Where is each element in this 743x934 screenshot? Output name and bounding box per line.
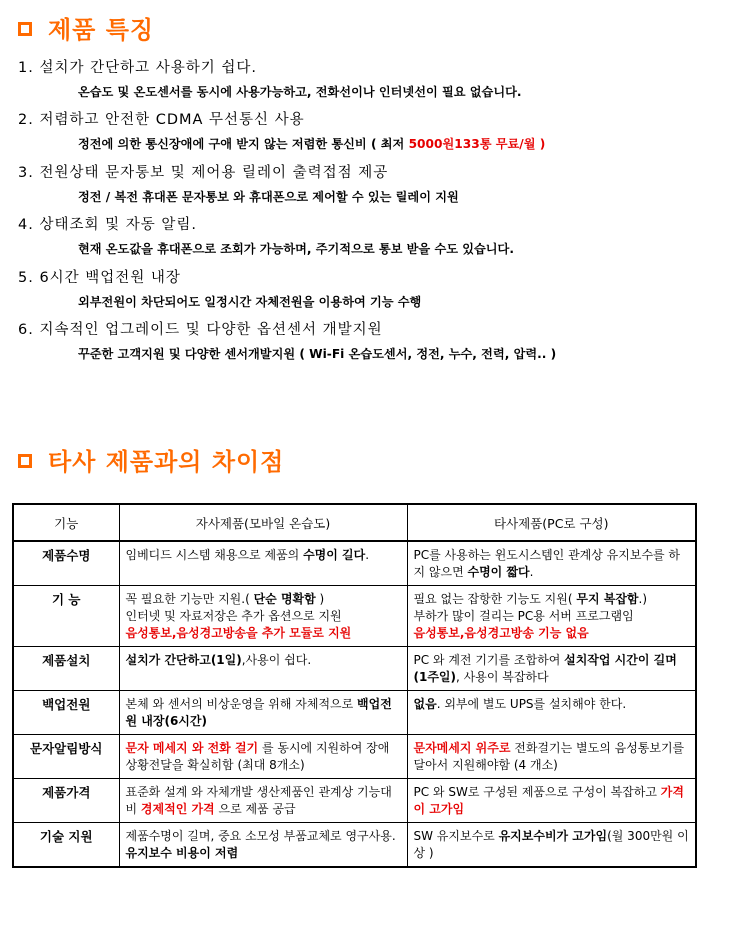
cell-text: 를 동시에 지원하여 장애 상황전달을 확실히함 (최대 8개소) [125, 741, 390, 772]
feature-desc: 정전 / 복전 휴대폰 문자통보 와 휴대폰으로 제어할 수 있는 릴레이 지원 [78, 189, 459, 204]
header-theirs: 타사제품(PC로 구성) [407, 504, 696, 541]
table-row [13, 823, 696, 868]
feature-item [18, 52, 728, 104]
section-header-features [18, 10, 154, 45]
cell-text: (월 300만원 이상 ) [413, 829, 689, 860]
feature-desc: 온습도 및 온도센서를 동시에 사용가능하고, 전화선이나 인터넷선이 필요 없습니다. [78, 85, 522, 99]
cell-ours [119, 779, 407, 823]
row-feature-name: 제품수명 [13, 541, 119, 586]
cell-emphasis: 수명이 짧다 [467, 565, 530, 579]
cell-emphasis: 없음 [413, 697, 437, 711]
cell-text: 필요 없는 잡항한 기능도 지원( [413, 592, 577, 606]
feature-desc-highlight: 5000원133통 무료/월 ) [408, 137, 546, 152]
cell-text: 꼭 필요한 기능만 지원.( [125, 592, 254, 606]
cell-emphasis: 음성통보,음성경고방송 기능 없음 [413, 626, 589, 640]
feature-title: 6. 지속적인 업그레이드 및 다양한 옵션센서 개발지원 [18, 321, 383, 338]
cell-text: ,사용이 쉽다. [241, 653, 312, 667]
row-feature-name: 백업전원 [13, 691, 119, 735]
cell-emphasis: 음성통보,음성경고방송을 추가 모듈로 지원 [125, 626, 352, 640]
feature-title: 2. 저렴하고 안전한 CDMA 무선통신 사용 [18, 112, 305, 129]
cell-theirs [407, 735, 696, 779]
feature-title: 1. 설치가 간단하고 사용하기 쉽다. [18, 60, 257, 76]
cell-ours [119, 647, 407, 691]
feature-item [18, 104, 728, 156]
cell-theirs [407, 779, 696, 823]
row-feature-name: 제품가격 [13, 779, 119, 823]
cell-theirs [407, 823, 696, 868]
cell-text: , 사용이 복잡하다 [456, 670, 549, 684]
feature-item [18, 209, 728, 261]
cell-emphasis: 설치작업 시간이 길며 (1주일) [413, 653, 677, 684]
cell-theirs [407, 586, 696, 647]
cell-emphasis: 유지보수비가 고가임 [498, 829, 608, 843]
cell-ours [119, 541, 407, 586]
section-title-comparison: 타사 제품과의 차이점 [48, 448, 285, 476]
feature-item [18, 314, 728, 366]
cell-text: 임베디드 시스템 채용으로 제품의 [125, 548, 304, 562]
cell-text: 전화걸기는 별도의 음성통보기를 달아서 지원해야함 (4 개소) [413, 741, 685, 772]
section-title-features: 제품 특징 [48, 16, 155, 44]
cell-theirs [407, 647, 696, 691]
cell-theirs [407, 541, 696, 586]
cell-emphasis: 단순 명확함 [253, 592, 316, 606]
feature-item [18, 157, 728, 209]
cell-ours [119, 691, 407, 735]
cell-text: PC 와 계전 기기를 조합하여 [413, 653, 565, 667]
cell-ours [119, 735, 407, 779]
cell-emphasis: 문자메세지 위주로 [413, 741, 511, 755]
header-ours: 자사제품(모바일 온습도) [119, 504, 407, 541]
cell-text: 표준화 설계 와 자체개발 생산제품인 관계상 기능대비 [125, 785, 392, 816]
cell-text: 인터넷 및 자료저장은 추가 옵션으로 지원 [125, 609, 342, 623]
cell-text: 부하가 많이 걸리는 PC용 서버 프로그램임 [413, 609, 634, 623]
cell-emphasis: 수명이 길다 [303, 548, 366, 562]
cell-text: 으로 제품 공급 [214, 802, 296, 816]
table-row [13, 541, 696, 586]
cell-text: . [529, 565, 534, 579]
row-feature-name: 문자알림방식 [13, 735, 119, 779]
table-row [13, 735, 696, 779]
feature-title: 4. 상태조회 및 자동 알림. [18, 217, 197, 234]
row-feature-name: 기 능 [13, 586, 119, 647]
feature-desc [78, 135, 545, 152]
cell-ours [119, 586, 407, 647]
feature-item [18, 262, 728, 314]
cell-emphasis: 백업전원 내장(6시간) [125, 697, 392, 728]
feature-title: 5. 6시간 백업전원 내장 [18, 269, 181, 286]
cell-text: PC를 사용하는 윈도시스템인 관계상 유지보수를 하지 않으면 [413, 548, 681, 579]
row-feature-name: 제품설치 [13, 647, 119, 691]
cell-text: . [365, 548, 370, 562]
cell-emphasis: 가격이 고가임 [413, 785, 684, 816]
feature-title: 3. 전원상태 문자통보 및 제어용 릴레이 출력접점 제공 [18, 164, 389, 181]
cell-text: ) [315, 592, 325, 606]
checkbox-bullet-icon [18, 454, 32, 468]
cell-emphasis: 경제적인 가격 [140, 802, 215, 816]
cell-theirs [407, 691, 696, 735]
header-feature: 기능 [13, 504, 119, 541]
cell-emphasis: 설치가 간단하고(1일) [125, 653, 242, 667]
cell-text: 본체 와 센서의 비상운영을 위해 자체적으로 [125, 697, 358, 711]
cell-ours [119, 823, 407, 868]
table-row [13, 691, 696, 735]
cell-text: SW 유지보수로 [413, 829, 499, 843]
cell-text: PC 와 SW로 구성된 제품으로 구성이 복잡하고 [413, 785, 661, 799]
cell-emphasis: 문자 메세지 와 전화 걸기 [125, 741, 259, 755]
feature-list [18, 52, 728, 366]
comparison-table [12, 503, 697, 868]
section-header-comparison [18, 442, 284, 477]
feature-desc: 꾸준한 고객지원 및 다양한 센서개발지원 ( Wi-Fi 온습도센서, 정전, 누수, 전력, 압력.. ) [78, 346, 557, 361]
feature-desc: 외부전원이 차단되어도 일정시간 자체전원을 이용하여 기능 수행 [78, 294, 422, 309]
cell-text: .) [638, 592, 647, 606]
table-row [13, 586, 696, 647]
feature-desc-text: 정전에 의한 통신장애에 구애 받지 않는 저렴한 통신비 ( 최저 [78, 137, 409, 152]
cell-emphasis: 유지보수 비용이 저렴 [125, 846, 239, 860]
cell-text: . 외부에 별도 UPS를 설치해야 한다. [436, 697, 627, 711]
checkbox-bullet-icon [18, 22, 32, 36]
row-feature-name: 기술 지원 [13, 823, 119, 868]
table-row [13, 647, 696, 691]
table-header-row [13, 504, 696, 541]
table-row [13, 779, 696, 823]
feature-desc: 현재 온도값을 휴대폰으로 조회가 가능하며, 주기적으로 통보 받을 수도 있습니다. [78, 242, 514, 257]
cell-text: 제품수명이 길며, 중요 소모성 부품교체로 영구사용. [125, 829, 396, 843]
cell-emphasis: 무지 복잡함 [576, 592, 639, 606]
